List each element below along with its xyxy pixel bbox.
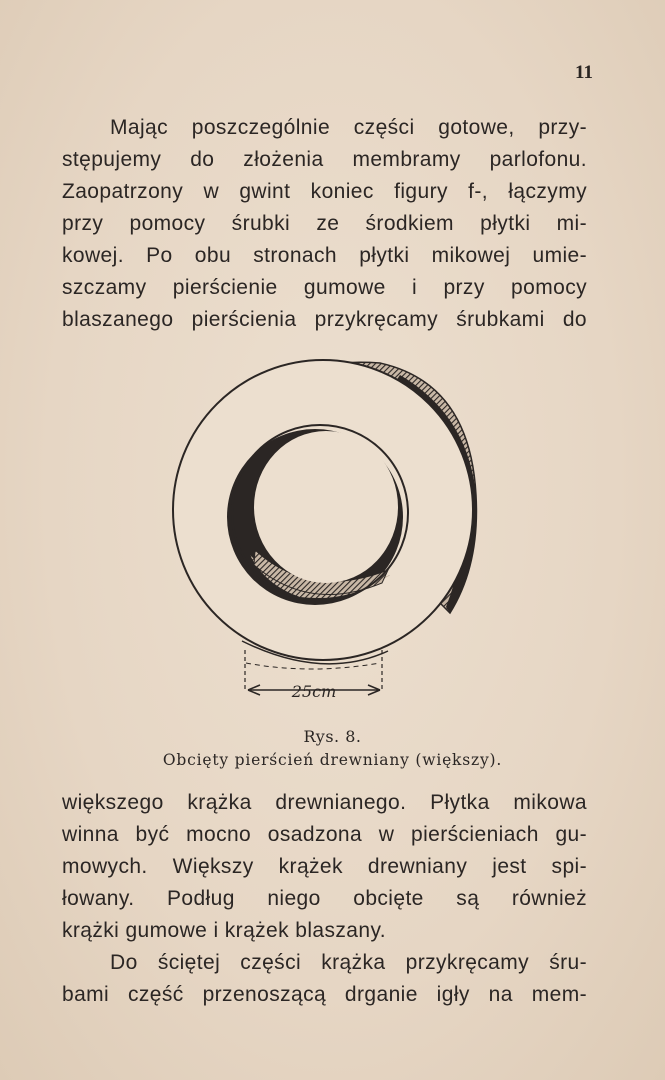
text-line: Mając poszczególnie części gotowe, przy- <box>110 116 587 139</box>
text-line: Do ściętej części krążka przykręcamy śru- <box>110 951 587 974</box>
text-line: stępujemy do złożenia membramy parlofonu. <box>62 148 587 171</box>
text-line: krążki gumowe i krążek blaszany. <box>62 919 387 942</box>
ring-illustration <box>150 345 510 725</box>
dimension-label: 25cm <box>291 682 337 701</box>
text-line: winna być mocno osadzona w pierścieniach gu- <box>62 823 587 846</box>
text-line: większego krążka drewnianego. Płytka mikowa <box>62 791 587 814</box>
paragraph-top <box>62 112 587 336</box>
paragraph-bottom <box>62 787 587 1011</box>
text-line: przy pomocy śrubki ze środkiem płytki mi- <box>62 212 587 235</box>
figure-caption: Obcięty pierścień drewniany (większy). <box>162 751 503 769</box>
text-line: łowany. Podług niego obcięte są również <box>62 887 587 910</box>
figure-label: Rys. 8. <box>303 727 362 746</box>
page-number: 11 <box>575 62 593 83</box>
text-line: szczamy pierścienie gumowe i przy pomocy <box>62 276 587 299</box>
text-line: Zaopatrzony w gwint koniec figury f-, łączymy <box>62 180 587 203</box>
text-line: bami część przenoszącą drganie igły na mem- <box>62 983 587 1006</box>
text-line: mowych. Większy krążek drewniany jest spi- <box>62 855 587 878</box>
text-line: kowej. Po obu stronach płytki mikowej umie- <box>62 244 587 267</box>
text-line: blaszanego pierścienia przykręcamy śrubkami do <box>62 308 587 331</box>
